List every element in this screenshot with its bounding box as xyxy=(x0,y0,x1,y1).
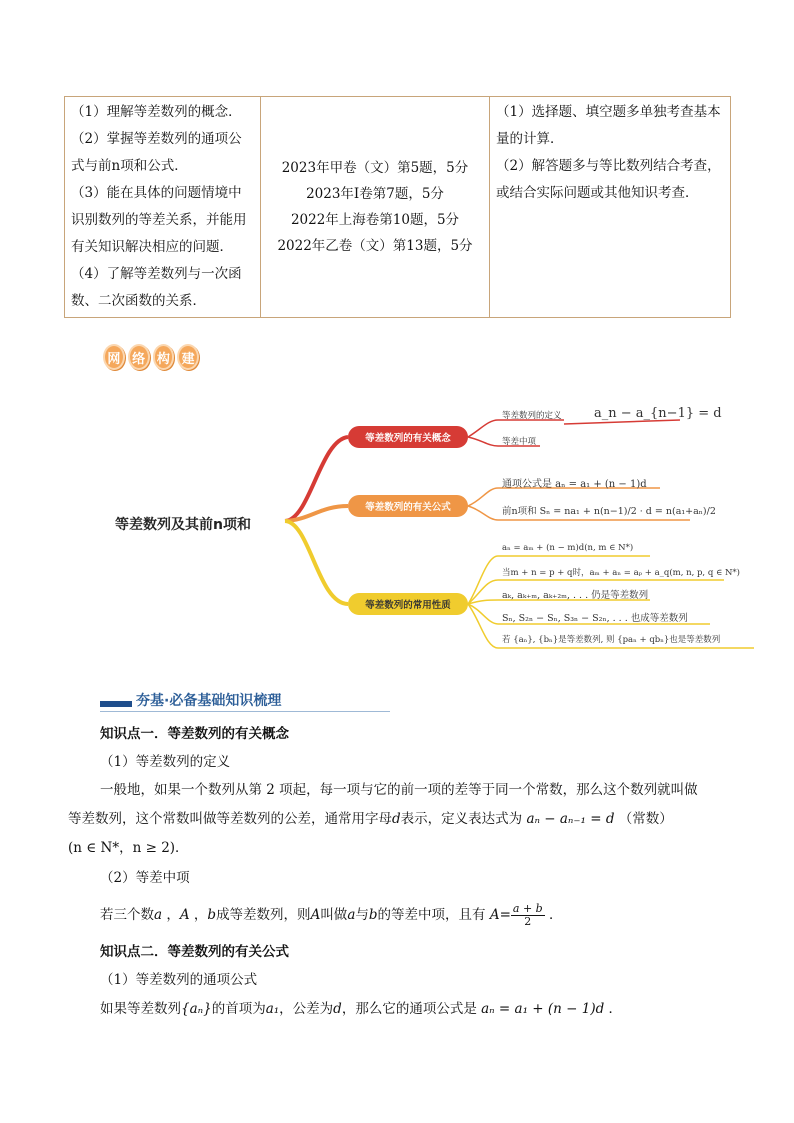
subheading-definition: （1）等差数列的定义 xyxy=(100,754,231,770)
heading-underline xyxy=(100,711,390,712)
general-term-paragraph: 如果等差数列{aₙ}的首项为a₁，公差为d，那么它的通项公式是 aₙ = a₁ + (n − 1)d ． xyxy=(100,1001,623,1017)
section-heading xyxy=(100,690,390,714)
symbol-A: A xyxy=(179,907,190,923)
text: ， xyxy=(193,907,208,923)
definition-paragraph-line1: 一般地，如果一个数列从第 2 项起，每一项与它的前一项的差等于同一个常数，那么这个数列就叫做 xyxy=(100,782,698,798)
definition-paragraph-line2 xyxy=(68,809,673,829)
exam-entry: 2023年Ⅰ卷第7题，5分 xyxy=(306,186,444,202)
symbol-a1: a₁ xyxy=(265,1001,280,1017)
objective-line: 式与前n项和公式． xyxy=(71,158,188,174)
symbol-a: a xyxy=(154,907,163,923)
leaf-general-term: 通项公式是 aₙ = a₁ + (n − 1)d xyxy=(502,479,647,490)
node-formulas: 等差数列的有关公式 xyxy=(348,495,468,517)
node-concepts: 等差数列的有关概念 xyxy=(348,426,468,448)
leaf-property-4: Sₙ, S₂ₙ − Sₙ, S₃ₙ − S₂ₙ, . . . 也成等差数列 xyxy=(502,613,688,624)
exam-entry: 2022年乙卷（文）第13题，5分 xyxy=(277,238,473,254)
middle-term-paragraph: 若三个数a ，A ，b成等差数列，则A叫做a与b的等差中项，且有 A= $\frac{a + b}{2}$ ． xyxy=(100,902,563,928)
text: 表示，定义表达式为 xyxy=(400,811,523,827)
symbol-d: d xyxy=(392,811,401,827)
symbol-a: a xyxy=(347,907,356,923)
definition-formula: aₙ − aₙ₋₁ = d xyxy=(526,811,615,827)
text: （常数） xyxy=(618,811,673,827)
leaf-property-5: 若 {aₙ}, {bₙ}是等差数列, 则 {paₙ + qbₙ}也是等差数列 xyxy=(502,635,721,645)
leaf-middle-term: 等差中项 xyxy=(502,437,537,447)
leaf-property-1: aₙ = aₘ + (n − m)d(n, m ∈ N*) xyxy=(502,543,634,553)
section-title: 夯基·必备基础知识梳理 xyxy=(136,693,282,709)
symbol-d: d xyxy=(333,1001,342,1017)
text: 与 xyxy=(355,907,369,923)
leaf-definition: 等差数列的定义 xyxy=(502,411,562,421)
badge-char: 网 xyxy=(103,344,125,370)
definition-condition: (n ∈ N*，n ≥ 2)． xyxy=(68,840,189,856)
leaf-definition-formula: a_n − a_{n−1} = d xyxy=(594,406,722,421)
badge-char: 建 xyxy=(177,344,199,370)
objective-line: （4）了解等差数列与一次函 xyxy=(71,266,242,282)
knowledge-point-2-title: 知识点二．等差数列的有关公式 xyxy=(100,944,289,960)
trend-line: （2）解答题多与等比数列结合考查， xyxy=(496,158,721,174)
text: 叫做 xyxy=(320,907,348,923)
trend-line: 或结合实际问题或其他知识考查． xyxy=(496,185,699,201)
general-term-formula: aₙ = a₁ + (n − 1)d xyxy=(481,1001,605,1017)
subheading-middle-term: （2）等差中项 xyxy=(100,870,190,886)
knowledge-point-1-title: 知识点一．等差数列的有关概念 xyxy=(100,726,289,742)
heading-bar xyxy=(100,701,132,707)
exam-entry: 2022年上海卷第10题，5分 xyxy=(290,212,460,228)
fraction-denominator: 2 xyxy=(524,915,532,928)
node-properties: 等差数列的常用性质 xyxy=(348,593,468,615)
middle-term-fraction xyxy=(511,903,545,928)
badge-char: 构 xyxy=(153,344,175,370)
leaf-property-3: aₖ, aₖ₊ₘ, aₖ₊₂ₘ, . . . 仍是等差数列 xyxy=(502,590,649,601)
symbol-b: b xyxy=(207,907,217,923)
text: 成等差数列，则 xyxy=(216,907,311,923)
symbol-b: b xyxy=(368,907,378,923)
objective-line: 数、二次函数的关系． xyxy=(71,293,206,309)
objective-line: 识别数列的等差关系，并能用 xyxy=(71,212,247,228)
objective-line: （2）掌握等差数列的通项公 xyxy=(71,131,242,147)
badge-char: 络 xyxy=(128,344,150,370)
leaf-sum-formula: 前n项和 Sₙ = na₁ + n(n−1)/2 · d = n(a₁+aₙ)/2 xyxy=(502,506,716,517)
text: 如果等差数列 xyxy=(100,1001,181,1017)
trend-line: 量的计算． xyxy=(496,131,564,147)
text: 等差数列，这个常数叫做等差数列的公差，通常用字母 xyxy=(68,811,392,827)
text: 的等差中项，且有 xyxy=(377,907,486,923)
symbol-A: A xyxy=(310,907,321,923)
text: 若三个数 xyxy=(100,907,154,923)
trend-line: （1）选择题、填空题多单独考查基本 xyxy=(496,104,721,120)
text: ，公差为 xyxy=(279,1001,334,1017)
text: ，那么它的通项公式是 xyxy=(341,1001,477,1017)
exam-entry: 2023年甲卷（文）第5题，5分 xyxy=(281,160,469,176)
fraction-numerator: a + b xyxy=(512,902,543,915)
subheading-general-term: （1）等差数列的通项公式 xyxy=(100,972,258,988)
objective-line: （1）理解等差数列的概念． xyxy=(71,104,242,120)
symbol-an-set: {aₙ} xyxy=(181,1001,212,1017)
text: ， xyxy=(166,907,180,923)
objective-line: 有关知识解决相应的问题． xyxy=(71,239,233,255)
mindmap-root: 等差数列及其前n项和 xyxy=(115,517,251,533)
leaf-property-2: 当m + n = p + q时，aₘ + aₙ = aₚ + a_q(m, n, p, q ∈ N*) xyxy=(502,568,740,578)
formula-A-eq: A= xyxy=(489,907,511,923)
text: 的首项为 xyxy=(211,1001,266,1017)
objective-line: （3）能在具体的问题情境中 xyxy=(71,185,242,201)
